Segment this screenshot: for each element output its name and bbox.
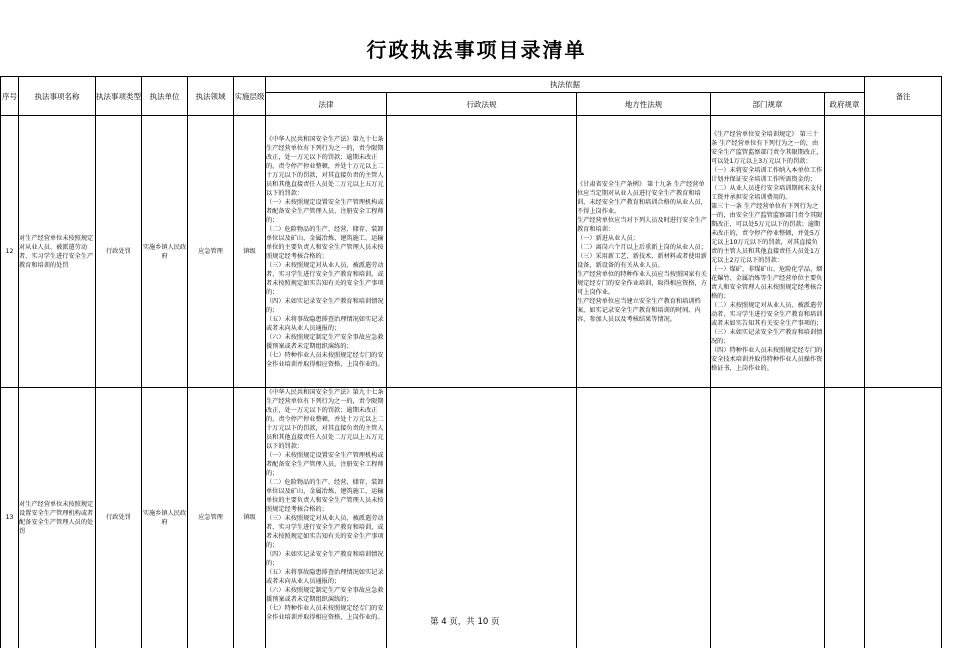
row-gov-rule (825, 388, 865, 648)
header-dept-rule: 部门规章 (711, 93, 825, 116)
header-admin-reg: 行政法规 (387, 93, 577, 116)
row-dept-rule (711, 116, 825, 388)
dept-rule-text: 《生产经营单位安全培训规定》 第三十条 生产经营单位有下列行为之一的，由安全生产监管监察部门责令其限期改正，可以处1万元以上3万元以下的罚款： （一）未将安全培训工作纳入本单位工作计划并保证安全培训工作所需资金的； （二）从业人员进行安全培训期间未支付工资并承担安全培训费用的。 第三十一条 生产经营单位有下列行为之一的，由安全生产监管监察部门责令其限期改正，可以处5万元以下的罚款；逾期未改正的，责令停产停业整顿，并处5万元以上10万元以下的罚款，对其直接负责的主管人员和其他直接责任人员处1万元以上2万元以下的罚款： （一）煤矿、非煤矿山、危险化学品、烟花爆竹、金属冶炼等生产经营单位主要负责人和安全管理人员未按照规定经考核合格的； （二）未按照规定对从业人员、被派遣劳动者、实习学生进行安全生产教育和培训或者未如实告知其有关安全生产事项的； （三）未如实记录安全生产教育和培训情况的； （四）特种作业人员未按照规定经专门的安全技术培训并取得特种作业人员操作资格证书，上岗作业的。 (711, 131, 823, 372)
header-no: 序号 (1, 77, 19, 116)
row-category: 行政处罚 (96, 116, 142, 388)
row-dept-rule (711, 388, 825, 648)
header-law: 法律 (266, 93, 387, 116)
header-unit: 执法单位 (142, 77, 188, 116)
header-category: 执法事项类型 (96, 77, 142, 116)
row-level: 镇级 (234, 388, 266, 648)
row-field: 应急管理 (188, 388, 234, 648)
header-gov-rule: 政府规章 (825, 93, 865, 116)
directory-table (0, 76, 942, 648)
local-reg-text: 《甘肃省安全生产条例》 第十九条 生产经营单位应当定期对从业人员进行安全生产教育和培训，未经安全生产教育和培训合格的从业人员，不得上岗作业。 生产经营单位应当对下列人员及时进行安全生产教育和培训： （一）新进从业人员； （二）离岗六个月以上后重新上岗的从业人员； （三）采用新工艺、新技术、新材料或者使用新设备，新设备的有关从业人员。 生产经营单位的特种作业人员应当按照国家有关规定经专门的安全作业培训，取得相应资格，方可上岗作业。 生产经营单位应当建立安全生产教育和培训档案，如实记录安全生产教育和培训的时间、内容、参加人员以及考核结果等情况。 (577, 180, 707, 323)
row-local-reg (577, 116, 711, 388)
row-law (266, 388, 387, 648)
row-remarks (865, 388, 942, 648)
row-no: 13 (1, 388, 19, 648)
law-text: 《中华人民共和国安全生产法》第九十七条 生产经营单位有下列行为之一的，责令限期改正，处一万元以下的罚款；逾期未改正的，责令停产停业整顿，并处十万元以上二十万元以下的罚款，对其直接负责的主管人员和其他直接责任人员处二万元以上五万元以下的罚款： （一）未按照规定设置安全生产管理机构或者配备安全生产管理人员、注册安全工程师的； （二）危险物品的生产、经营、储存、装卸单位以及矿山、金属冶炼、建筑施工、运输单位的主要负责人和安全生产管理人员未按照规定经考核合格的； （三）未按照规定对从业人员、被派遣劳动者、实习学生进行安全生产教育和培训，或者未按照规定如实告知有关的安全生产事项的； （四）未如实记录安全生产教育和培训情况的； （五）未将事故隐患排查治理情况如实记录或者未向从业人员通报的； （六）未按照规定制定生产安全事故应急救援预案或者未定期组织演练的； （七）特种作业人员未按照规定经专门的安全作业培训并取得相应资格，上岗作业的。 (266, 389, 384, 621)
header-local-reg: 地方性法规 (577, 93, 711, 116)
header-item: 执法事项名称 (19, 77, 96, 116)
row-unit: 实施乡镇人民政府 (142, 388, 188, 648)
row-category: 行政处罚 (96, 388, 142, 648)
header-level: 实施层级 (234, 77, 266, 116)
row-admin-reg (387, 388, 577, 648)
law-text: 《中华人民共和国安全生产法》第九十七条 生产经营单位有下列行为之一的，责令限期改正，处一万元以下的罚款；逾期未改正的，责令停产停业整顿，并处十万元以上二十万元以下的罚款，对其直接负责的主管人员和其他直接责任人员处二万元以上五万元以下的罚款： （一）未按照规定设置安全生产管理机构或者配备安全生产管理人员、注册安全工程师的； （二）危险物品的生产、经营、储存、装卸单位以及矿山、金属冶炼、建筑施工、运输单位的主要负责人和安全生产管理人员未按照规定经考核合格的； （三）未按照规定对从业人员、被派遣劳动者、实习学生进行安全生产教育和培训，或者未按照规定如实告知有关的安全生产事项的； （四）未如实记录安全生产教育和培训情况的； （五）未将事故隐患排查治理情况如实记录或者未向从业人员通报的； （六）未按照规定制定生产安全事故应急救援预案或者未定期组织演练的； （七）特种作业人员未按照规定经专门的安全作业培训并取得相应资格，上岗作业的。 (266, 135, 384, 368)
row-item: 对生产经营单位未按照规定设置安全生产管理机构或者配备安全生产管理人员的处罚 (19, 388, 96, 648)
table-row (1, 116, 942, 388)
page-footer: 第 4 页，共 10 页 (430, 617, 500, 627)
row-law (266, 116, 387, 388)
header-basis: 执法依据 (266, 77, 865, 93)
row-remarks (865, 116, 942, 388)
row-field: 应急管理 (188, 116, 234, 388)
row-level: 镇级 (234, 116, 266, 388)
header-remarks: 备注 (865, 77, 942, 116)
table-row (1, 388, 942, 648)
row-no: 12 (1, 116, 19, 388)
row-item: 对生产经营单位未按照规定对从业人员、被派遣劳动者、实习学生进行安全生产教育和培训的处罚 (19, 116, 96, 388)
row-admin-reg (387, 116, 577, 388)
row-gov-rule (825, 116, 865, 388)
row-unit: 实施乡镇人民政府 (142, 116, 188, 388)
page-title: 行政执法事项目录清单 (366, 38, 587, 62)
row-local-reg (577, 388, 711, 648)
header-field: 执法领域 (188, 77, 234, 116)
